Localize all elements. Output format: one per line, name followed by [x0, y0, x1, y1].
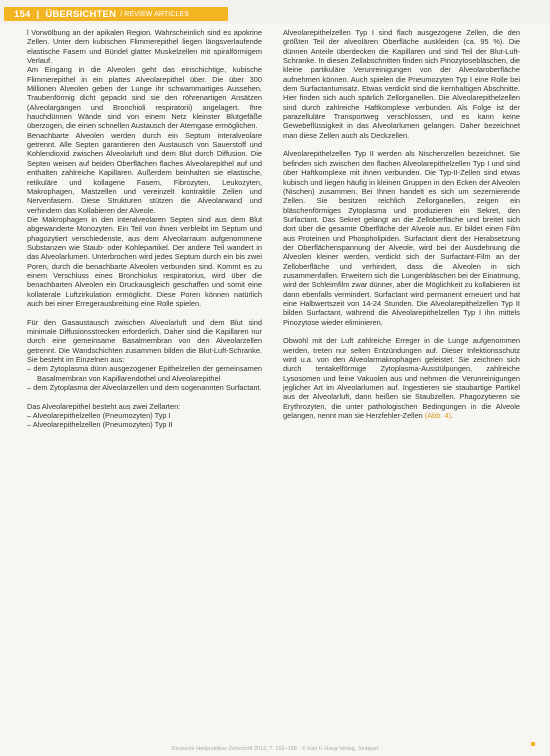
section-title: ÜBERSICHTEN — [45, 8, 117, 20]
list-item: – Alveolarepithelzellen (Pneumozyten) Typ II — [27, 420, 173, 430]
left-column — [27, 28, 262, 430]
paragraph-gap — [27, 308, 262, 317]
paragraph-gap — [283, 140, 520, 149]
figure-reference-link[interactable]: (Abb. 4) — [424, 411, 452, 421]
paragraph-text: Obwohl mit der Luft zahlreiche Erreger in die Lunge aufgenommen werden, treten nur selten Entzündungen auf. Dieser Infektionsschutz wird u.a. von den Alveolarmakrophagen geleistet. Sie zeichnen sich durch tentakelförmige Zytoplasma-Ausstülpungen, zahlreiche Lysosomen und feine Vakuolen aus und nehmen die Verunreinigungen jeglicher Art im Alveolarlumen auf. Ingestieren sie staubartige Partikel aus der Alveolarluft, dann heißen sie Staubzellen. Phagozytieren sie Erythrozyten, die unter pathologischen Bedingungen in die Alveole gelangen, nennt man sie Herzfehler-Zellen — [283, 336, 520, 421]
paragraph: Für den Gasaustausch zwischen Alveolarluft und dem Blut sind minimale Diffusionsstrecken erforderlich. Daher sind die Kapillaren nur durch eine gemeinsame Basalmembran von den Alveolarzellen getrennt. Die Wandschichten zusammen bilden die Blut-Luft-Schranke. Sie besteht im Einzelnen aus: — [27, 317, 262, 365]
list-item: – dem Zytoplasma dünn ausgezogener Epithelzellen der gemeinsamen Basalmembran von Kapillarendothel und Alveolarepithel — [27, 364, 262, 383]
paragraph: Alveolarepithelzellen Typ I sind flach ausgezogene Zellen, die den größten Teil der alveolären Oberfläche auskleiden (ca. 95 %). Die dünnen Anteile überdecken die Kapillaren und sind Teil der Blut-Luft-Schranke. In diesen Zellabschnitten finden sich Pinozytosebläschen, die kleine partikuläre Verunreinigungen von der Alveolaroberfläche aufnehmen können. Auch spielen die Pneumozyten Typ I eine Rolle bei dem Surfactantumsatz. Etwas verdickt sind die kernhaltigen Abschnitte. Hier finden sich auch spärlich Zellorganellen. Die Alveolarepithelzellen sind durch zahlreiche Haftkomplexe verbunden. Als Folge ist der parazelluläre Transportweg verschlossen, und es kann keine Gewebeflüssigkeit in das Alveolarlumen gelangen. Daher bezeichnet man diese Zellen auch als Deckzellen. — [283, 28, 520, 140]
page-footer: Deutsche Heilpraktiker-Zeitschrift 2012; 7: 152–158 · © Karl F. Haug Verlag, Stuttgart — [171, 746, 379, 752]
paragraph: Benachbarte Alveolen werden durch ein Septum interalveolare getrennt. Alle Septen garantieren den Austausch von Sauerstoff und Kohlendioxid zwischen Alveolarluft und dem Blut durch Diffusion. Die Septen weisen auf beiden Oberflächen flaches Alveolarepithel auf und enthalten zahlreiche Kapillaren. Außerdem beinhalten sie elastische, retikuläre und kollagene Fasern, Fibrozyten, Leukozyten, Makrophagen, Mastzellen und vereinzelt kontraktile Zellen und Nervenfasern. Diese Strukturen stützen die Alveolarwand und verhindern das Kollabieren der Alveole. — [27, 130, 262, 215]
list — [27, 364, 262, 392]
paragraph-gap — [27, 392, 262, 401]
paragraph: Am Eingang in die Alveolen geht das einschichtige, kubische Flimmerepithel in ein plattes Alveolarepithel über. Die über 300 Millionen Alveolen geben der Lunge ihr schwammartiges Aussehen. Traubenförmig dicht gepackt sind sie den röhrenartigen Ansätzen (Alveolargängen und Bronchioli respiratorii) angelagert. Ihre hauchdünnen Wände sind von einem Netz kleinster Blutgefäße überzogen, die einen schnellen Austausch der Atemgase ermöglichen. — [27, 65, 262, 131]
paragraph: l Vorwölbung an der apikalen Region. Wahrscheinlich sind es apokrine Zellen. Unter dem kubischen Flimmerepithel liegen längsverlaufende elastische Fasern und Bündel glatter Muskelzellen mit spiralförmigem Verlauf. — [27, 28, 262, 66]
header-separator: | — [36, 8, 40, 20]
sentence-end: . — [451, 411, 454, 421]
paragraph: Das Alveolarepithel besteht aus zwei Zellarten: — [27, 401, 181, 411]
subsection-title: / REVIEW ARTICLES — [120, 10, 190, 18]
list-item: – Alveolarepithelzellen (Pneumozyten) Typ I — [27, 411, 171, 421]
paragraph — [283, 336, 520, 420]
page-header — [0, 0, 550, 24]
list-item: – dem Zytoplasma der Alveolarzellen und dem sogenannten Surfactant. — [27, 383, 262, 393]
paragraph: Alveolarepithelzellen Typ II werden als Nischenzellen bezeichnet. Sie befinden sich zwischen den flachen Alveolarepithelzellen Typ I und sind über Haftkomplexe mit ihnen verbunden. Die Typ-II-Zellen sind etwas kubisch und liegen häufig in kleinen Gruppen in den Ecken der Alveolen (Nischen) zusammen. Bei Ihnen handelt es sich um sezernierende Zellen. Sie besitzen reichlich Zellorganellen, zeigen ein bläschenförmiges Zytoplasma und produzieren ein Sekret, den Surfactant. Das Sekret gelangt an die Zelloberfläche und breitet sich dort über die gesamte Oberfläche der Alveole aus. Er bildet einen Film aus Proteinen und Phospholipiden. Surfactant dient der Herabsetzung der Oberflächenspannung der Alveole, wird bei der Ausdehnung die Alveolen kleiner werden, verdickt sich der Surfactant-Film an der Zelloberfläche und verhindert, dass die Alveolen in sich zusammenfallen. Erweitern sich die Lungenbläschen bei der Einatmung, wird der Schleimfilm zwar dünner, aber die Möglichkeit zu kollabieren ist dann ebenfalls vermindert. Surfactant wird permanent erneuert und hat eine Halbwertszeit von 14-24 Stunden. Die Alveolarepithelzellen Typ II bilden Surfactant, während die Alveolarepithelzellen Typ I ihn mittels Pinozytose wieder eliminieren. — [283, 149, 520, 327]
list — [27, 411, 262, 430]
page-number: 154 — [14, 8, 31, 20]
paragraph-gap — [283, 327, 520, 336]
paragraph: Die Makrophagen in den interalveolaren Septen sind aus dem Blut abgewanderte Monozyten. Ein Teil von ihnen verbleibt im Septum und phagozytiert verschiedenste, aus dem Alveolarraum aufgenommene Substanzen wie Staub- oder Kohlepartikel. Der andere Teil wandert in das Alveolarlumen. Unterbrochen wird jedes Septum durch ein bis zwei Poren, durch die benachbarte Alveolen verbunden sind. Kommt es zu einem Verschluss eines Bronchiolus respiratorius, wird über die benachbarten Alveolen ein Druckausgleich geschaffen und somit eine kollaterale Luftzirkulation ermöglicht. Diese Poren können natürlich auch bei einer Erregerausbreitung eine Rolle spielen. — [27, 214, 262, 308]
right-column — [283, 28, 520, 420]
header-bar — [4, 7, 228, 21]
